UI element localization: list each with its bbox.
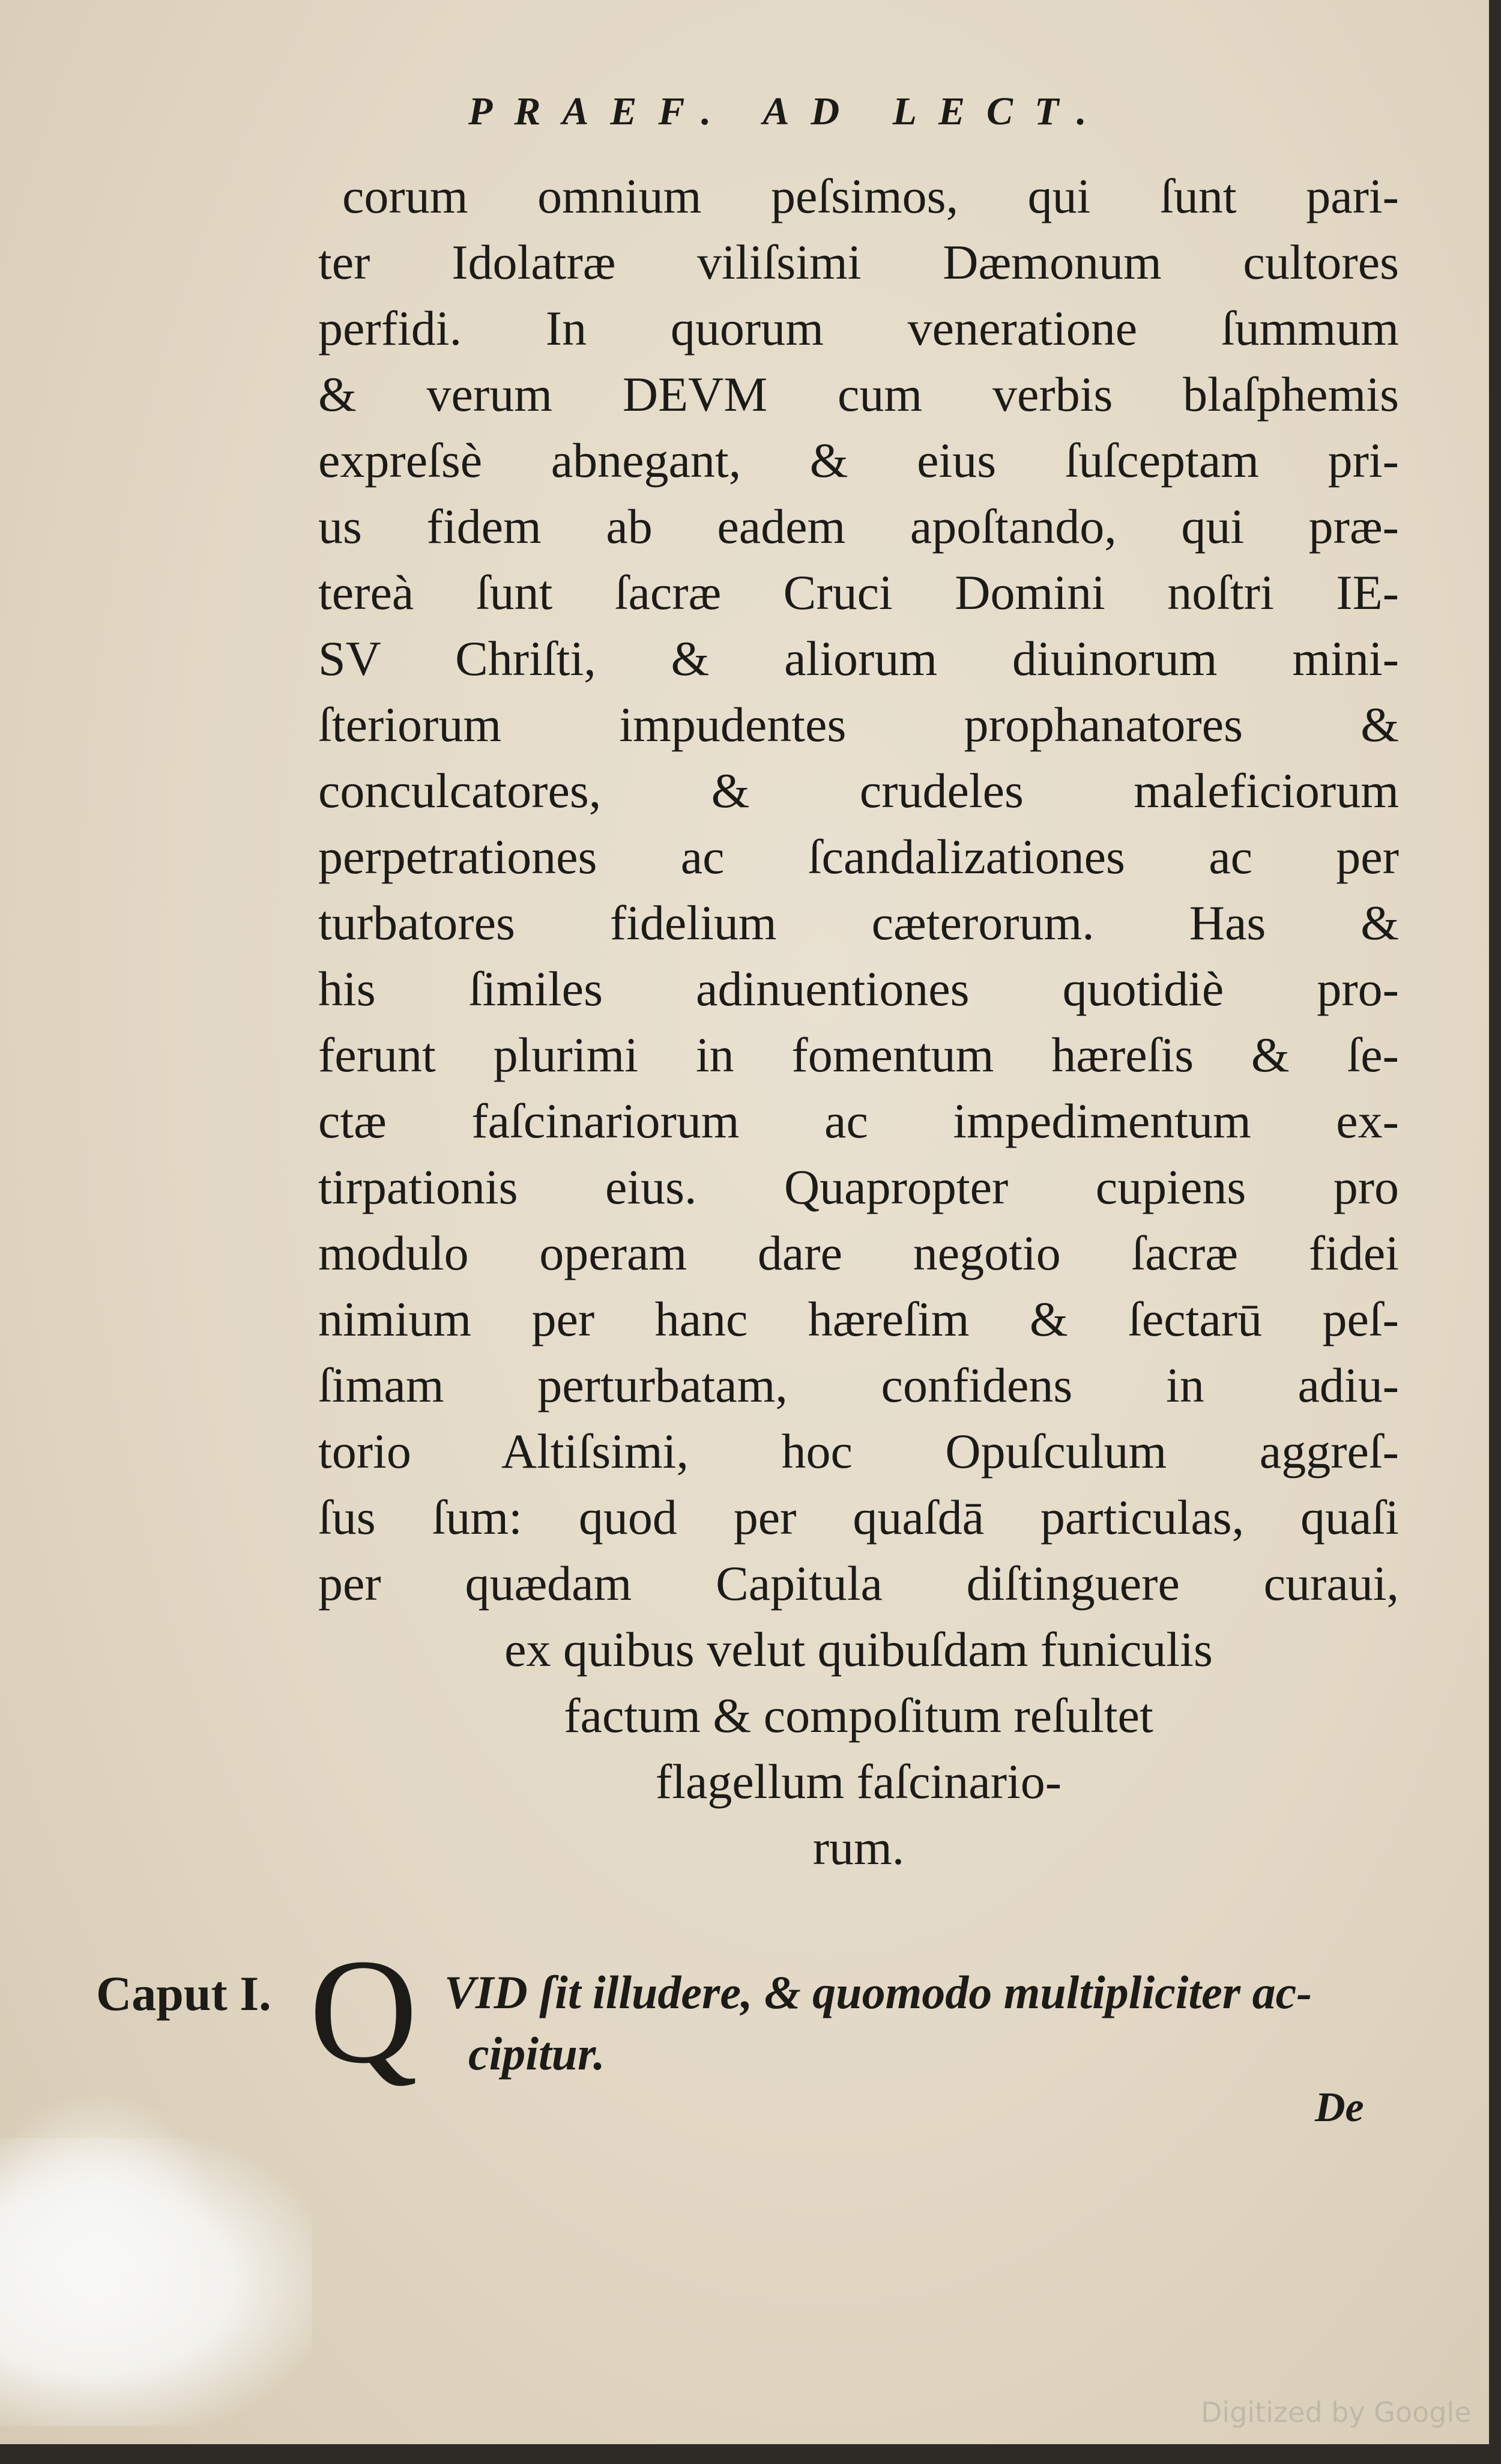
text-line: SV Chriſti, & aliorum diuinorum mini- [318, 631, 1399, 686]
initial-letter: Q [309, 1928, 418, 2095]
running-head: PRAEF. AD LECT. [468, 89, 1108, 133]
centered-line: factum & compoſitum reſultet [564, 1688, 1153, 1743]
page-edge [1489, 0, 1501, 2464]
text-line: ſteriorum impudentes prophanatores & [318, 697, 1399, 752]
text-line: tereà ſunt ſacræ Cruci Domini noſtri IE- [318, 565, 1399, 620]
chapter-title-line1: VID ſit illudere, & quomodo multipliciter ac- [444, 1966, 1312, 2018]
text-line: & verum DEVM cum verbis blaſphemis [318, 367, 1399, 422]
text-line: conculcatores, & crudeles maleficiorum [318, 763, 1399, 818]
text-line: tirpationis eius. Quapropter cupiens pro [318, 1160, 1399, 1214]
chapter-label: Caput I. [96, 1966, 271, 2021]
text-line: his ſimiles adinuentiones quotidiè pro- [318, 961, 1399, 1016]
page-edge [0, 2444, 1501, 2464]
text-line: ctæ faſcinariorum ac impedimentum ex- [318, 1094, 1399, 1148]
text-line: ferunt plurimi in fomentum hæreſis & ſe- [318, 1028, 1399, 1082]
paper-stain [0, 2138, 312, 2426]
text-line: us fidem ab eadem apoſtando, qui præ- [318, 499, 1399, 554]
catchword: De [1315, 2084, 1364, 2131]
text-line: ſus ſum: quod per quaſdā particulas, quaſi [318, 1490, 1399, 1545]
text-line: perpetrationes ac ſcandalizationes ac per [318, 829, 1399, 884]
text-line: expreſsè abnegant, & eius ſuſceptam pri- [318, 433, 1399, 488]
chapter-title-line2: cipitur. [468, 2027, 605, 2080]
text-line: ter Idolatræ viliſsimi Dæmonum cultores [318, 235, 1399, 289]
text-line: corum omnium peſsimos, qui ſunt pari- [342, 169, 1399, 223]
digitizer-watermark: Digitized by Google [1201, 2396, 1472, 2429]
text-line: nimium per hanc hæreſim & ſectarū peſ- [318, 1292, 1399, 1346]
body-text [318, 163, 1459, 1881]
chapter-heading [96, 1928, 1417, 2095]
centered-line: flagellum faſcinario- [655, 1754, 1062, 1809]
text-line: torio Altiſsimi, hoc Opuſculum aggreſ- [318, 1424, 1399, 1479]
centered-line: ex quibus velut quibuſdam funiculis [504, 1622, 1213, 1677]
text-line: turbatores fidelium cæterorum. Has & [318, 895, 1399, 950]
text-line: per quædam Capitula diſtinguere curaui, [318, 1556, 1399, 1611]
text-line: modulo operam dare negotio ſacræ fidei [318, 1226, 1399, 1280]
text-line: perfidi. In quorum veneratione ſummum [318, 301, 1399, 356]
centered-line: rum. [812, 1820, 905, 1875]
text-line: ſimam perturbatam, confidens in adiu- [318, 1358, 1399, 1412]
